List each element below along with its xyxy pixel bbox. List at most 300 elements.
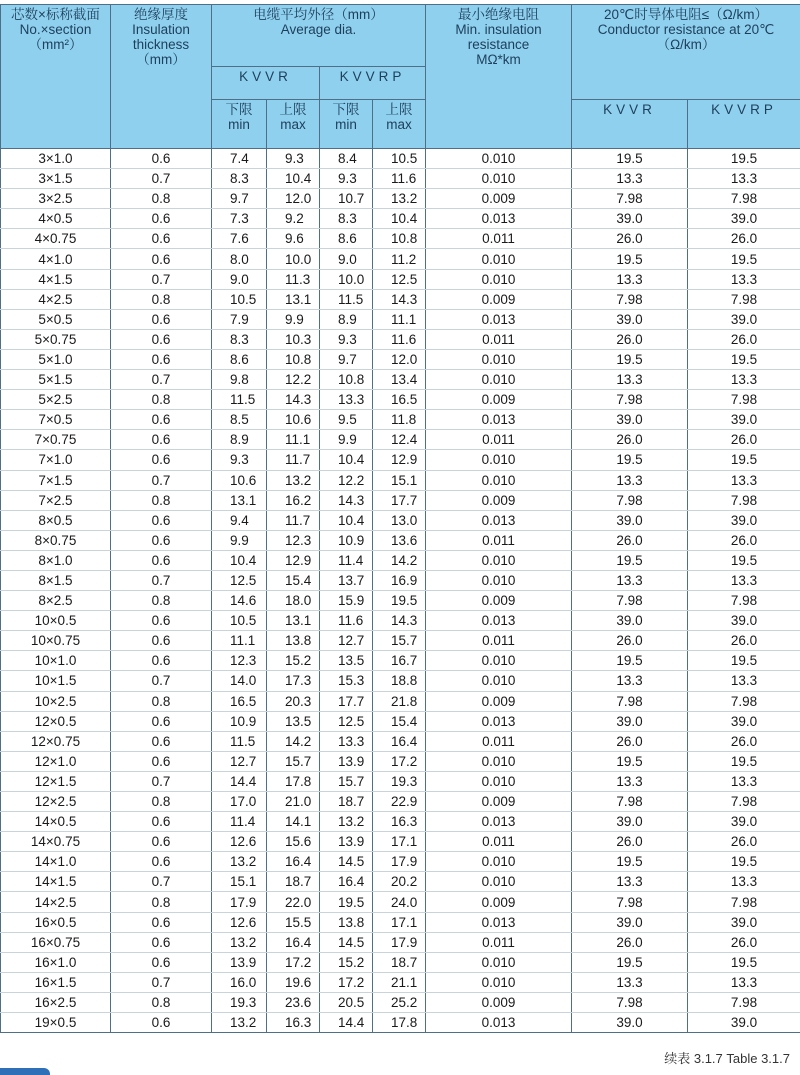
cell-kvvr-min: 11.4 bbox=[212, 812, 267, 832]
cell-insulation: 0.6 bbox=[111, 530, 212, 550]
cell-conductor-res-kvvr: 7.98 bbox=[572, 490, 688, 510]
cell-kvvr-min: 9.4 bbox=[212, 510, 267, 530]
cell-min-insulation-resistance: 0.010 bbox=[426, 269, 572, 289]
cell-conductor-res-kvvr: 39.0 bbox=[572, 209, 688, 229]
cell-kvvrp-max: 19.5 bbox=[373, 591, 426, 611]
cell-kvvr-max: 13.2 bbox=[267, 470, 320, 490]
cell-section: 8×0.75 bbox=[1, 530, 111, 550]
cell-min-insulation-resistance: 0.011 bbox=[426, 530, 572, 550]
cell-kvvrp-min: 10.8 bbox=[320, 370, 373, 390]
cell-conductor-res-kvvrp: 13.3 bbox=[688, 470, 800, 490]
cell-kvvrp-min: 9.0 bbox=[320, 249, 373, 269]
cell-kvvrp-min: 10.4 bbox=[320, 510, 373, 530]
cell-kvvr-min: 13.2 bbox=[212, 1013, 267, 1033]
cell-kvvrp-max: 12.5 bbox=[373, 269, 426, 289]
cell-conductor-res-kvvr: 19.5 bbox=[572, 149, 688, 169]
table-row bbox=[1, 430, 800, 450]
cell-conductor-res-kvvrp: 39.0 bbox=[688, 1013, 800, 1033]
cell-section: 7×0.5 bbox=[1, 410, 111, 430]
cell-min-insulation-resistance: 0.009 bbox=[426, 289, 572, 309]
cell-conductor-res-kvvrp: 26.0 bbox=[688, 329, 800, 349]
cell-insulation: 0.8 bbox=[111, 189, 212, 209]
cell-kvvrp-max: 13.2 bbox=[373, 189, 426, 209]
cell-conductor-res-kvvr: 7.98 bbox=[572, 591, 688, 611]
kvvrp-min-header: 下限 min bbox=[320, 100, 373, 149]
cell-conductor-res-kvvr: 26.0 bbox=[572, 731, 688, 751]
cell-kvvr-min: 17.9 bbox=[212, 892, 267, 912]
cell-kvvr-min: 13.1 bbox=[212, 490, 267, 510]
table-row bbox=[1, 972, 800, 992]
cell-kvvrp-max: 14.3 bbox=[373, 611, 426, 631]
cell-kvvr-min: 13.2 bbox=[212, 932, 267, 952]
cell-kvvrp-max: 16.7 bbox=[373, 651, 426, 671]
cell-insulation: 0.6 bbox=[111, 550, 212, 570]
cell-insulation: 0.6 bbox=[111, 932, 212, 952]
cell-conductor-res-kvvr: 39.0 bbox=[572, 812, 688, 832]
cell-conductor-res-kvvr: 39.0 bbox=[572, 611, 688, 631]
cell-kvvr-min: 10.5 bbox=[212, 289, 267, 309]
cell-kvvrp-max: 12.9 bbox=[373, 450, 426, 470]
cell-kvvr-max: 14.1 bbox=[267, 812, 320, 832]
table-row bbox=[1, 490, 800, 510]
cell-conductor-res-kvvr: 19.5 bbox=[572, 751, 688, 771]
cell-min-insulation-resistance: 0.010 bbox=[426, 169, 572, 189]
cell-min-insulation-resistance: 0.011 bbox=[426, 832, 572, 852]
table-row bbox=[1, 812, 800, 832]
cell-kvvrp-min: 13.5 bbox=[320, 651, 373, 671]
cell-section: 8×1.5 bbox=[1, 570, 111, 590]
cell-kvvr-min: 7.6 bbox=[212, 229, 267, 249]
cell-conductor-res-kvvr: 13.3 bbox=[572, 972, 688, 992]
cell-min-insulation-resistance: 0.009 bbox=[426, 490, 572, 510]
cell-kvvr-max: 13.8 bbox=[267, 631, 320, 651]
kvvrp-max-header: 上限 max bbox=[373, 100, 426, 149]
cell-min-insulation-resistance: 0.011 bbox=[426, 731, 572, 751]
cell-kvvr-max: 16.2 bbox=[267, 490, 320, 510]
cell-section: 14×0.75 bbox=[1, 832, 111, 852]
cell-kvvr-max: 11.7 bbox=[267, 450, 320, 470]
cell-min-insulation-resistance: 0.010 bbox=[426, 872, 572, 892]
cell-conductor-res-kvvr: 7.98 bbox=[572, 792, 688, 812]
cell-section: 10×0.75 bbox=[1, 631, 111, 651]
table-row bbox=[1, 530, 800, 550]
cell-kvvr-max: 12.2 bbox=[267, 370, 320, 390]
table-row bbox=[1, 792, 800, 812]
cell-kvvrp-max: 16.3 bbox=[373, 812, 426, 832]
cell-kvvrp-max: 22.9 bbox=[373, 792, 426, 812]
cell-kvvrp-max: 25.2 bbox=[373, 992, 426, 1012]
cell-kvvr-min: 10.5 bbox=[212, 611, 267, 631]
cell-conductor-res-kvvrp: 7.98 bbox=[688, 892, 800, 912]
cell-insulation: 0.8 bbox=[111, 289, 212, 309]
spec-table bbox=[0, 4, 800, 1033]
cell-kvvrp-max: 19.3 bbox=[373, 771, 426, 791]
cell-conductor-res-kvvrp: 7.98 bbox=[688, 390, 800, 410]
cell-conductor-res-kvvrp: 7.98 bbox=[688, 691, 800, 711]
cell-min-insulation-resistance: 0.010 bbox=[426, 651, 572, 671]
cell-section: 5×0.5 bbox=[1, 309, 111, 329]
cell-kvvr-max: 13.1 bbox=[267, 289, 320, 309]
table-row bbox=[1, 249, 800, 269]
table-row bbox=[1, 691, 800, 711]
table-row bbox=[1, 570, 800, 590]
cell-kvvrp-max: 11.2 bbox=[373, 249, 426, 269]
cell-kvvr-max: 21.0 bbox=[267, 792, 320, 812]
cell-kvvr-max: 19.6 bbox=[267, 972, 320, 992]
cell-conductor-res-kvvrp: 13.3 bbox=[688, 671, 800, 691]
cell-kvvrp-max: 18.7 bbox=[373, 952, 426, 972]
cell-kvvrp-min: 20.5 bbox=[320, 992, 373, 1012]
cell-conductor-res-kvvr: 7.98 bbox=[572, 289, 688, 309]
cell-min-insulation-resistance: 0.013 bbox=[426, 611, 572, 631]
cell-insulation: 0.6 bbox=[111, 430, 212, 450]
cell-kvvr-max: 15.5 bbox=[267, 912, 320, 932]
average-dia-header: 电缆平均外径（mm） Average dia. bbox=[212, 5, 426, 67]
cell-conductor-res-kvvr: 13.3 bbox=[572, 470, 688, 490]
cell-kvvrp-max: 21.8 bbox=[373, 691, 426, 711]
cell-kvvrp-min: 11.5 bbox=[320, 289, 373, 309]
cell-min-insulation-resistance: 0.009 bbox=[426, 892, 572, 912]
cell-kvvr-min: 16.0 bbox=[212, 972, 267, 992]
cell-conductor-res-kvvr: 26.0 bbox=[572, 832, 688, 852]
cell-insulation: 0.7 bbox=[111, 771, 212, 791]
cell-kvvrp-min: 13.3 bbox=[320, 390, 373, 410]
cell-kvvr-min: 16.5 bbox=[212, 691, 267, 711]
cell-kvvr-min: 8.3 bbox=[212, 329, 267, 349]
cell-conductor-res-kvvrp: 13.3 bbox=[688, 570, 800, 590]
cell-insulation: 0.8 bbox=[111, 792, 212, 812]
cell-conductor-res-kvvr: 19.5 bbox=[572, 550, 688, 570]
cell-conductor-res-kvvr: 19.5 bbox=[572, 249, 688, 269]
cell-insulation: 0.7 bbox=[111, 872, 212, 892]
cell-min-insulation-resistance: 0.013 bbox=[426, 912, 572, 932]
cell-kvvr-max: 22.0 bbox=[267, 892, 320, 912]
cell-section: 10×0.5 bbox=[1, 611, 111, 631]
cell-kvvrp-min: 12.2 bbox=[320, 470, 373, 490]
cell-section: 14×1.5 bbox=[1, 872, 111, 892]
cell-min-insulation-resistance: 0.013 bbox=[426, 309, 572, 329]
cell-insulation: 0.6 bbox=[111, 349, 212, 369]
table-row bbox=[1, 631, 800, 651]
cell-kvvr-max: 15.2 bbox=[267, 651, 320, 671]
cell-kvvrp-max: 17.9 bbox=[373, 932, 426, 952]
cell-conductor-res-kvvr: 39.0 bbox=[572, 711, 688, 731]
cell-insulation: 0.6 bbox=[111, 249, 212, 269]
cell-conductor-res-kvvrp: 39.0 bbox=[688, 812, 800, 832]
cell-conductor-res-kvvr: 7.98 bbox=[572, 189, 688, 209]
page-number-tab bbox=[0, 1068, 50, 1075]
cell-kvvrp-min: 15.2 bbox=[320, 952, 373, 972]
cell-min-insulation-resistance: 0.010 bbox=[426, 852, 572, 872]
cell-section: 8×1.0 bbox=[1, 550, 111, 570]
cell-min-insulation-resistance: 0.013 bbox=[426, 1013, 572, 1033]
cell-min-insulation-resistance: 0.010 bbox=[426, 671, 572, 691]
cell-insulation: 0.6 bbox=[111, 731, 212, 751]
cell-kvvrp-max: 16.5 bbox=[373, 390, 426, 410]
cell-min-insulation-resistance: 0.009 bbox=[426, 189, 572, 209]
table-row bbox=[1, 229, 800, 249]
table-row bbox=[1, 591, 800, 611]
table-row bbox=[1, 671, 800, 691]
cell-kvvr-max: 16.4 bbox=[267, 932, 320, 952]
cell-min-insulation-resistance: 0.009 bbox=[426, 691, 572, 711]
cell-insulation: 0.6 bbox=[111, 852, 212, 872]
cell-min-insulation-resistance: 0.013 bbox=[426, 812, 572, 832]
cell-conductor-res-kvvrp: 19.5 bbox=[688, 952, 800, 972]
cell-conductor-res-kvvr: 13.3 bbox=[572, 169, 688, 189]
cell-min-insulation-resistance: 0.013 bbox=[426, 510, 572, 530]
cell-section: 16×0.5 bbox=[1, 912, 111, 932]
cell-kvvrp-max: 11.6 bbox=[373, 329, 426, 349]
cell-section: 10×2.5 bbox=[1, 691, 111, 711]
cell-kvvrp-max: 16.9 bbox=[373, 570, 426, 590]
cell-kvvrp-max: 14.3 bbox=[373, 289, 426, 309]
cell-section: 5×2.5 bbox=[1, 390, 111, 410]
cell-kvvr-min: 10.4 bbox=[212, 550, 267, 570]
table-row bbox=[1, 410, 800, 430]
res-kvvr-header: KVVR bbox=[572, 100, 688, 149]
cell-conductor-res-kvvr: 39.0 bbox=[572, 510, 688, 530]
cell-kvvr-min: 12.6 bbox=[212, 912, 267, 932]
cell-conductor-res-kvvrp: 7.98 bbox=[688, 992, 800, 1012]
cell-kvvrp-min: 15.9 bbox=[320, 591, 373, 611]
cell-kvvr-max: 17.8 bbox=[267, 771, 320, 791]
cell-conductor-res-kvvr: 19.5 bbox=[572, 651, 688, 671]
cell-min-insulation-resistance: 0.009 bbox=[426, 390, 572, 410]
cell-conductor-res-kvvr: 26.0 bbox=[572, 329, 688, 349]
cell-conductor-res-kvvrp: 19.5 bbox=[688, 651, 800, 671]
cell-kvvr-max: 12.0 bbox=[267, 189, 320, 209]
cell-kvvrp-min: 8.3 bbox=[320, 209, 373, 229]
table-row bbox=[1, 510, 800, 530]
cell-conductor-res-kvvrp: 26.0 bbox=[688, 229, 800, 249]
cell-kvvr-min: 8.5 bbox=[212, 410, 267, 430]
cell-kvvr-max: 10.6 bbox=[267, 410, 320, 430]
cell-insulation: 0.6 bbox=[111, 149, 212, 169]
table-row bbox=[1, 832, 800, 852]
cell-conductor-res-kvvr: 26.0 bbox=[572, 530, 688, 550]
table-row bbox=[1, 370, 800, 390]
cell-kvvr-min: 9.0 bbox=[212, 269, 267, 289]
dia-kvvr-header: KVVR bbox=[212, 67, 320, 100]
cell-conductor-res-kvvr: 13.3 bbox=[572, 771, 688, 791]
cell-kvvrp-min: 9.3 bbox=[320, 169, 373, 189]
cell-conductor-res-kvvrp: 19.5 bbox=[688, 450, 800, 470]
min-insulation-resistance-header: 最小绝缘电阻 Min. insulation resistance MΩ*km bbox=[426, 5, 572, 149]
cell-conductor-res-kvvrp: 39.0 bbox=[688, 410, 800, 430]
cell-conductor-res-kvvr: 19.5 bbox=[572, 349, 688, 369]
table-row bbox=[1, 751, 800, 771]
cell-conductor-res-kvvr: 39.0 bbox=[572, 309, 688, 329]
table-row bbox=[1, 711, 800, 731]
cell-min-insulation-resistance: 0.010 bbox=[426, 450, 572, 470]
table-row bbox=[1, 872, 800, 892]
cell-kvvr-max: 18.0 bbox=[267, 591, 320, 611]
cell-conductor-res-kvvr: 13.3 bbox=[572, 269, 688, 289]
cell-section: 10×1.5 bbox=[1, 671, 111, 691]
cell-kvvrp-max: 15.1 bbox=[373, 470, 426, 490]
cell-kvvrp-max: 20.2 bbox=[373, 872, 426, 892]
cell-conductor-res-kvvr: 7.98 bbox=[572, 691, 688, 711]
cell-kvvr-max: 10.0 bbox=[267, 249, 320, 269]
table-body bbox=[1, 149, 800, 1033]
cell-kvvr-max: 10.3 bbox=[267, 329, 320, 349]
cell-kvvrp-min: 17.7 bbox=[320, 691, 373, 711]
cell-conductor-res-kvvr: 13.3 bbox=[572, 671, 688, 691]
table-row bbox=[1, 731, 800, 751]
table-row bbox=[1, 169, 800, 189]
cell-insulation: 0.8 bbox=[111, 892, 212, 912]
cell-conductor-res-kvvrp: 39.0 bbox=[688, 510, 800, 530]
cell-conductor-res-kvvrp: 7.98 bbox=[688, 591, 800, 611]
cell-insulation: 0.6 bbox=[111, 832, 212, 852]
cell-insulation: 0.6 bbox=[111, 711, 212, 731]
cell-kvvr-min: 12.3 bbox=[212, 651, 267, 671]
cell-kvvrp-min: 14.5 bbox=[320, 932, 373, 952]
cell-conductor-res-kvvrp: 13.3 bbox=[688, 972, 800, 992]
cell-kvvr-max: 17.3 bbox=[267, 671, 320, 691]
table-row bbox=[1, 912, 800, 932]
cell-kvvr-min: 9.3 bbox=[212, 450, 267, 470]
cell-kvvr-min: 15.1 bbox=[212, 872, 267, 892]
cell-kvvrp-min: 16.4 bbox=[320, 872, 373, 892]
cell-conductor-res-kvvr: 19.5 bbox=[572, 952, 688, 972]
cell-kvvrp-min: 13.8 bbox=[320, 912, 373, 932]
cell-kvvrp-max: 13.0 bbox=[373, 510, 426, 530]
cell-kvvr-min: 11.5 bbox=[212, 731, 267, 751]
cell-insulation: 0.8 bbox=[111, 992, 212, 1012]
cell-kvvrp-min: 10.4 bbox=[320, 450, 373, 470]
cell-conductor-res-kvvr: 13.3 bbox=[572, 370, 688, 390]
cell-kvvr-min: 14.4 bbox=[212, 771, 267, 791]
cell-kvvr-max: 12.9 bbox=[267, 550, 320, 570]
cell-kvvrp-min: 14.5 bbox=[320, 852, 373, 872]
cell-kvvr-max: 14.2 bbox=[267, 731, 320, 751]
cell-conductor-res-kvvrp: 26.0 bbox=[688, 430, 800, 450]
cell-min-insulation-resistance: 0.010 bbox=[426, 470, 572, 490]
cell-kvvr-max: 15.6 bbox=[267, 832, 320, 852]
table-row bbox=[1, 289, 800, 309]
cell-section: 4×1.0 bbox=[1, 249, 111, 269]
cell-kvvrp-max: 11.6 bbox=[373, 169, 426, 189]
cell-kvvr-max: 23.6 bbox=[267, 992, 320, 1012]
cell-kvvrp-max: 12.4 bbox=[373, 430, 426, 450]
cell-conductor-res-kvvrp: 26.0 bbox=[688, 731, 800, 751]
cell-min-insulation-resistance: 0.010 bbox=[426, 771, 572, 791]
cell-min-insulation-resistance: 0.010 bbox=[426, 349, 572, 369]
cell-insulation: 0.6 bbox=[111, 229, 212, 249]
cell-kvvr-max: 15.4 bbox=[267, 570, 320, 590]
cell-conductor-res-kvvrp: 7.98 bbox=[688, 189, 800, 209]
cell-insulation: 0.7 bbox=[111, 169, 212, 189]
cell-kvvrp-max: 16.4 bbox=[373, 731, 426, 751]
cell-insulation: 0.6 bbox=[111, 329, 212, 349]
cell-kvvrp-max: 17.7 bbox=[373, 490, 426, 510]
table-row bbox=[1, 149, 800, 169]
cell-kvvr-max: 9.6 bbox=[267, 229, 320, 249]
cell-min-insulation-resistance: 0.009 bbox=[426, 992, 572, 1012]
cell-kvvr-min: 7.4 bbox=[212, 149, 267, 169]
cell-kvvrp-min: 10.9 bbox=[320, 530, 373, 550]
cell-insulation: 0.6 bbox=[111, 912, 212, 932]
cell-kvvrp-min: 13.2 bbox=[320, 812, 373, 832]
cell-min-insulation-resistance: 0.013 bbox=[426, 711, 572, 731]
table-header bbox=[1, 5, 800, 149]
cell-kvvrp-min: 13.7 bbox=[320, 570, 373, 590]
cell-kvvrp-min: 9.3 bbox=[320, 329, 373, 349]
cell-section: 4×2.5 bbox=[1, 289, 111, 309]
cell-kvvr-min: 7.3 bbox=[212, 209, 267, 229]
cell-min-insulation-resistance: 0.010 bbox=[426, 249, 572, 269]
cell-conductor-res-kvvrp: 13.3 bbox=[688, 370, 800, 390]
table-row bbox=[1, 470, 800, 490]
cell-conductor-res-kvvr: 19.5 bbox=[572, 450, 688, 470]
cell-kvvrp-max: 13.6 bbox=[373, 530, 426, 550]
cell-insulation: 0.7 bbox=[111, 570, 212, 590]
cell-section: 4×0.75 bbox=[1, 229, 111, 249]
cell-kvvr-min: 11.1 bbox=[212, 631, 267, 651]
cell-kvvr-min: 19.3 bbox=[212, 992, 267, 1012]
cell-section: 5×0.75 bbox=[1, 329, 111, 349]
cell-kvvrp-min: 19.5 bbox=[320, 892, 373, 912]
cell-insulation: 0.6 bbox=[111, 651, 212, 671]
cell-min-insulation-resistance: 0.011 bbox=[426, 229, 572, 249]
cell-insulation: 0.8 bbox=[111, 691, 212, 711]
cell-kvvrp-min: 13.3 bbox=[320, 731, 373, 751]
cell-kvvr-min: 9.7 bbox=[212, 189, 267, 209]
cell-kvvr-min: 8.6 bbox=[212, 349, 267, 369]
cell-kvvrp-max: 17.8 bbox=[373, 1013, 426, 1033]
cell-conductor-res-kvvrp: 26.0 bbox=[688, 631, 800, 651]
cell-conductor-res-kvvr: 26.0 bbox=[572, 932, 688, 952]
cell-conductor-res-kvvrp: 39.0 bbox=[688, 912, 800, 932]
cell-kvvr-max: 9.9 bbox=[267, 309, 320, 329]
cell-min-insulation-resistance: 0.010 bbox=[426, 550, 572, 570]
cell-conductor-res-kvvr: 26.0 bbox=[572, 229, 688, 249]
cell-kvvrp-max: 17.9 bbox=[373, 852, 426, 872]
cell-conductor-res-kvvr: 39.0 bbox=[572, 912, 688, 932]
table-row bbox=[1, 329, 800, 349]
cell-conductor-res-kvvrp: 19.5 bbox=[688, 550, 800, 570]
cell-kvvr-max: 15.7 bbox=[267, 751, 320, 771]
cell-kvvr-max: 9.2 bbox=[267, 209, 320, 229]
cell-kvvrp-min: 8.9 bbox=[320, 309, 373, 329]
cell-kvvr-min: 10.6 bbox=[212, 470, 267, 490]
cell-section: 5×1.0 bbox=[1, 349, 111, 369]
table-row bbox=[1, 550, 800, 570]
insulation-header: 绝缘厚度 Insulation thickness （mm） bbox=[111, 5, 212, 149]
table-row bbox=[1, 611, 800, 631]
cell-insulation: 0.7 bbox=[111, 370, 212, 390]
cell-kvvr-max: 18.7 bbox=[267, 872, 320, 892]
cell-kvvr-max: 11.3 bbox=[267, 269, 320, 289]
cell-conductor-res-kvvr: 19.5 bbox=[572, 852, 688, 872]
cell-conductor-res-kvvrp: 7.98 bbox=[688, 490, 800, 510]
cell-kvvrp-min: 8.4 bbox=[320, 149, 373, 169]
cell-conductor-res-kvvr: 39.0 bbox=[572, 410, 688, 430]
cell-conductor-res-kvvrp: 26.0 bbox=[688, 932, 800, 952]
cell-section: 8×0.5 bbox=[1, 510, 111, 530]
cell-min-insulation-resistance: 0.011 bbox=[426, 631, 572, 651]
cell-kvvrp-min: 13.9 bbox=[320, 832, 373, 852]
cell-min-insulation-resistance: 0.009 bbox=[426, 792, 572, 812]
cell-section: 14×2.5 bbox=[1, 892, 111, 912]
cell-conductor-res-kvvr: 26.0 bbox=[572, 430, 688, 450]
table-row bbox=[1, 932, 800, 952]
cell-min-insulation-resistance: 0.010 bbox=[426, 751, 572, 771]
cell-conductor-res-kvvr: 13.3 bbox=[572, 872, 688, 892]
cell-insulation: 0.6 bbox=[111, 309, 212, 329]
